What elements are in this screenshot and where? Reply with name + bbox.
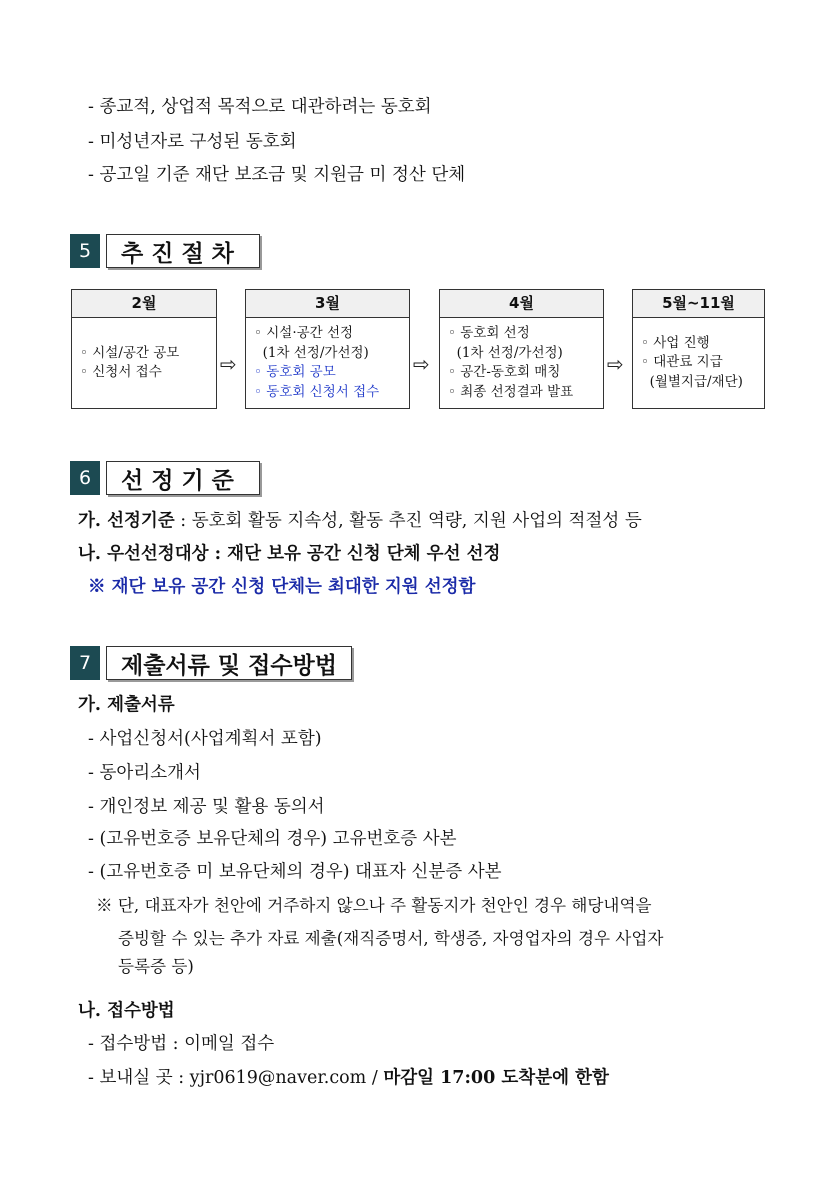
section-5-heading — [70, 234, 260, 268]
section-title: 선 정 기 준 — [106, 461, 260, 495]
section-number: 7 — [70, 646, 100, 680]
criteria-text: : 동호회 활동 지속성, 활동 추진 역량, 지원 사업의 적절성 등 — [174, 511, 642, 531]
step-box-may-nov — [632, 289, 765, 409]
section-number: 6 — [70, 461, 100, 495]
email-text: - 보내실 곳 : yjr0619@naver.com / — [88, 1068, 384, 1088]
priority-note: ※ 재단 보유 공간 신청 단체는 최대한 지원 선정함 — [88, 577, 476, 597]
step-head: 5월~11월 — [633, 290, 764, 318]
list-item: - 사업신청서(사업계획서 포함) — [88, 729, 322, 749]
step-item: (1차 선정/가선정) — [254, 344, 369, 361]
arrow-icon: ⇨ — [607, 352, 624, 376]
section-number: 5 — [70, 234, 100, 268]
list-item: - 동아리소개서 — [88, 763, 201, 783]
note-line: 등록증 등) — [118, 957, 194, 976]
list-item — [88, 1067, 609, 1089]
criteria-label: 가. 선정기준 — [78, 511, 175, 531]
section-6-heading — [70, 461, 260, 495]
note-line: ※ 단, 대표자가 천안에 거주하지 않으나 주 활동지가 천안인 경우 해당내역을 — [96, 896, 652, 915]
step-item: ◦ 대관료 지급 — [641, 354, 723, 371]
section-title: 추 진 절 차 — [106, 234, 260, 268]
step-item: ◦ 공간-동호회 매칭 — [448, 364, 561, 380]
step-item: ◦ 최종 선정결과 발표 — [448, 383, 574, 400]
step-item: ◦ 동호회 공모 — [254, 364, 336, 380]
step-head: 3월 — [246, 290, 409, 318]
criteria-line — [78, 510, 642, 532]
step-item: ◦ 신청서 접수 — [80, 364, 162, 380]
list-item: - 개인정보 제공 및 활용 동의서 — [88, 797, 325, 817]
step-item: (월별지급/재단) — [641, 373, 743, 390]
step-item: ◦ 동호회 선정 — [448, 325, 530, 341]
subheading: 나. 접수방법 — [78, 1001, 175, 1021]
step-item: ◦ 시설·공간 선정 — [254, 325, 354, 341]
step-item: ◦ 시설/공간 공모 — [80, 344, 180, 361]
step-box-feb — [71, 289, 217, 409]
step-item: ◦ 동호회 신청서 접수 — [254, 383, 380, 400]
step-head: 4월 — [440, 290, 603, 318]
section-6-body — [78, 510, 778, 600]
note-line: 증빙할 수 있는 추가 자료 제출(재직증명서, 학생증, 자영업자의 경우 사업자 — [118, 929, 664, 948]
step-box-apr — [439, 289, 604, 409]
list-item: - (고유번호증 미 보유단체의 경우) 대표자 신분증 사본 — [88, 862, 502, 882]
deadline-text: 마감일 17:00 도착분에 한함 — [383, 1068, 609, 1088]
arrow-icon: ⇨ — [220, 352, 237, 376]
step-head: 2월 — [72, 290, 216, 318]
priority-line: 나. 우선선정대상 : 재단 보유 공간 신청 단체 우선 선정 — [78, 544, 501, 564]
list-item: - (고유번호증 보유단체의 경우) 고유번호증 사본 — [88, 829, 457, 849]
step-item: (1차 선정/가선정) — [448, 344, 563, 361]
step-box-mar — [245, 289, 410, 409]
list-item: - 공고일 기준 재단 보조금 및 지원금 미 정산 단체 — [88, 165, 466, 185]
step-item: ◦ 사업 진행 — [641, 334, 710, 351]
list-item: - 접수방법 : 이메일 접수 — [88, 1034, 275, 1054]
section-7-heading — [70, 646, 352, 680]
section-7-body — [78, 694, 798, 1094]
subheading: 가. 제출서류 — [78, 695, 175, 715]
list-item: - 종교적, 상업적 목적으로 대관하려는 동호회 — [88, 97, 432, 117]
section-title: 제출서류 및 접수방법 — [106, 646, 352, 680]
list-item: - 미성년자로 구성된 동호회 — [88, 132, 297, 152]
arrow-icon: ⇨ — [413, 352, 430, 376]
